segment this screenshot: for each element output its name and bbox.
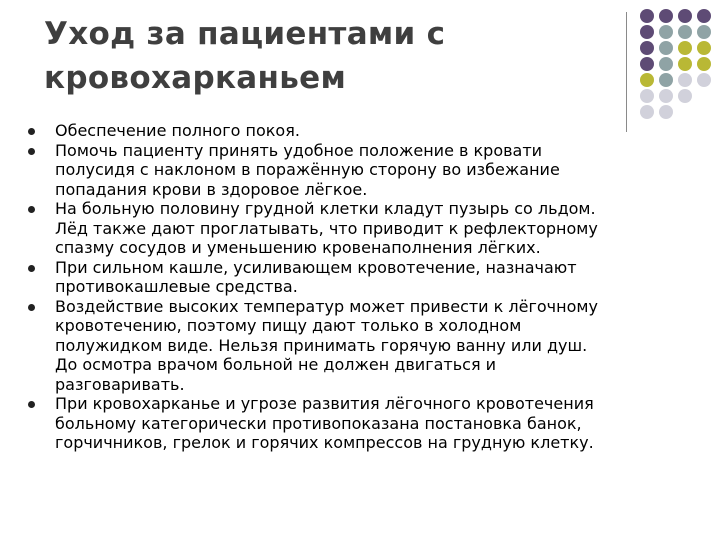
bullet-list [24,121,704,453]
slide-title-line-1: Уход за пациентами с [44,16,446,52]
decorative-dot [640,25,654,39]
decorative-dot [697,73,711,87]
bullet-text-line: противокашлевые средства. [55,277,298,296]
bullet-item [24,141,704,200]
bullet-text-line: полусидя с наклоном в поражённую сторону во избежание [55,160,560,179]
bullet-item [24,394,704,453]
bullet-text-line: До осмотра врачом больной не должен двигаться и [55,355,497,374]
decorative-dot [697,57,711,71]
decorative-divider [626,12,627,132]
bullet-text-line: кровотечению, поэтому пищу дают только в холодном [55,316,522,335]
decorative-dot [678,25,692,39]
decorative-dot [659,57,673,71]
bullet-item [24,258,704,297]
decorative-dot [659,105,673,119]
bullet-dot-icon [28,128,35,135]
decorative-dot [678,41,692,55]
decorative-dot [697,9,711,23]
decorative-dot [640,57,654,71]
bullet-text-line: При сильном кашле, усиливающем кровотечение, назначают [55,257,577,277]
bullet-dot-icon [28,206,35,213]
bullet-item [24,121,704,141]
bullet-text-line: попадания крови в здоровое лёгкое. [55,179,368,199]
slide-title [44,12,604,100]
bullet-text-line: больному категорически противопоказана постановка банок, [55,413,582,433]
bullet-dot-icon [28,265,35,272]
bullet-text-line: Воздействие высоких температур может привести к лёгочному [55,296,598,316]
decorative-dot [697,41,711,55]
bullet-dot-icon [28,401,35,408]
decorative-dot [640,73,654,87]
bullet-text-line: На больную половину грудной клетки кладут пузырь со льдом. [55,199,596,218]
bullet-text-line: полужидком виде. Нельзя принимать горячую ванну или душ. [55,335,588,355]
decorative-dot [640,105,654,119]
decorative-dot [659,89,673,103]
bullet-text-line: При кровохарканье и угрозе развития лёгочного кровотечения [55,394,594,413]
slide-title-line-2: кровохарканьем [44,60,347,96]
decorative-dot [678,89,692,103]
decorative-dot [659,9,673,23]
bullet-text-line: Помочь пациенту принять удобное положение в кровати [55,140,543,160]
decorative-dot [640,9,654,23]
bullet-text-line: Лёд также дают проглатывать, что приводит к рефлекторному [55,218,598,238]
decorative-dot [659,73,673,87]
bullet-dot-icon [28,148,35,155]
decorative-dot [640,41,654,55]
bullet-text-line: Обеспечение полного покоя. [55,121,300,140]
decorative-dot [659,25,673,39]
bullet-item [24,199,704,258]
decorative-dot [697,25,711,39]
decorative-dot [659,41,673,55]
decorative-dot [678,57,692,71]
decorative-dot [640,89,654,103]
decorative-dot [678,9,692,23]
decorative-dot [678,73,692,87]
bullet-text-line: разговаривать. [55,374,185,394]
decorative-dot-grid [640,9,720,124]
bullet-dot-icon [28,304,35,311]
bullet-item [24,297,704,395]
bullet-text-line: спазму сосудов и уменьшению кровенаполнения лёгких. [55,238,541,257]
bullet-text-line: горчичников, грелок и горячих компрессов на грудную клетку. [55,433,594,452]
